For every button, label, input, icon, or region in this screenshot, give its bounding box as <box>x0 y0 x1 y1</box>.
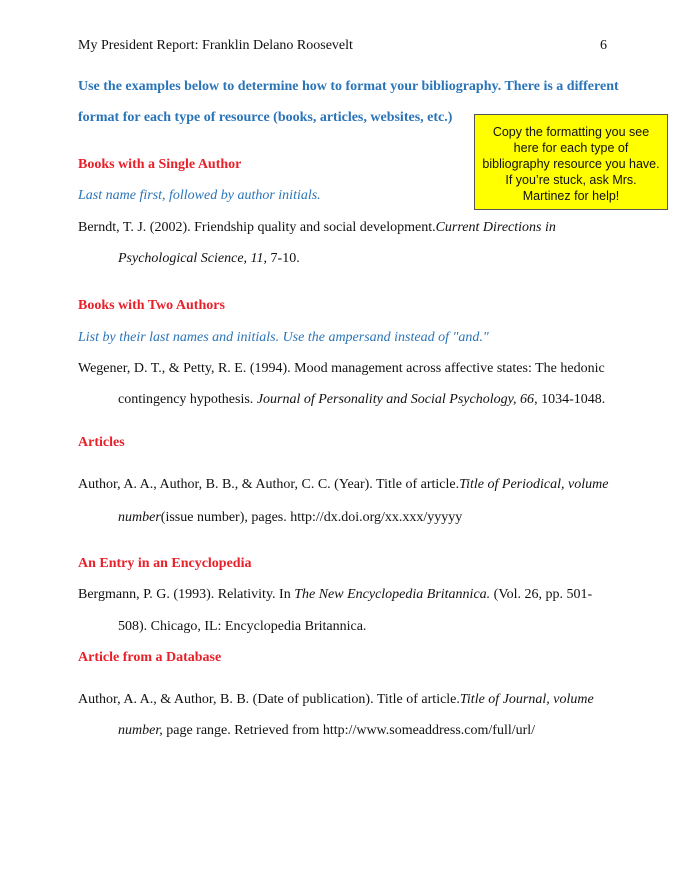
citation-single-author-line-2: Psychological Science, 11, 7-10. <box>118 251 300 266</box>
heading-database: Article from a Database <box>78 650 222 665</box>
help-note-box <box>474 114 668 210</box>
citation-encyclopedia-line-1: Bergmann, P. G. (1993). Relativity. In The New Encyclopedia Britannica. (Vol. 26, pp. 501- <box>78 587 593 602</box>
note-line-2: here for each type of <box>513 141 629 155</box>
note-line-4: If you’re stuck, ask Mrs. <box>505 173 637 187</box>
intro-line-1: Use the examples below to determine how to format your bibliography. There is a different <box>78 79 619 94</box>
instruction-two-authors: List by their last names and initials. Use the ampersand instead of "and." <box>78 330 489 345</box>
note-line-5: Martinez for help! <box>522 189 620 203</box>
citation-articles-line-2: number(issue number), pages. http://dx.doi.org/xx.xxx/yyyyy <box>118 510 463 525</box>
page-header-title: My President Report: Franklin Delano Roosevelt <box>78 38 353 53</box>
page-number: 6 <box>600 38 607 53</box>
heading-encyclopedia: An Entry in an Encyclopedia <box>78 556 252 571</box>
citation-encyclopedia-line-2: 508). Chicago, IL: Encyclopedia Britannica. <box>118 619 367 634</box>
heading-single-author: Books with a Single Author <box>78 157 242 172</box>
citation-articles-line-1: Author, A. A., Author, B. B., & Author, C. C. (Year). Title of article.Title of Periodical, volume <box>78 477 609 492</box>
citation-database-line-1: Author, A. A., & Author, B. B. (Date of publication). Title of article.Title of Journal, volume <box>78 692 594 707</box>
citation-database-line-2: number, page range. Retrieved from http://www.someaddress.com/full/url/ <box>118 723 536 738</box>
heading-articles: Articles <box>78 435 125 450</box>
instruction-single-author: Last name first, followed by author initials. <box>78 188 321 203</box>
citation-single-author-line-1: Berndt, T. J. (2002). Friendship quality and social development.Current Directions in <box>78 220 556 235</box>
citation-two-authors-line-1: Wegener, D. T., & Petty, R. E. (1994). Mood management across affective states: The hedonic <box>78 361 605 376</box>
note-line-1: Copy the formatting you see <box>492 125 650 139</box>
note-line-3: bibliography resource you have. <box>482 157 660 171</box>
intro-line-2: format for each type of resource (books, articles, websites, etc.) <box>78 110 453 125</box>
heading-two-authors: Books with Two Authors <box>78 298 225 313</box>
citation-two-authors-line-2: contingency hypothesis. Journal of Personality and Social Psychology, 66, 1034-1048. <box>118 392 606 407</box>
